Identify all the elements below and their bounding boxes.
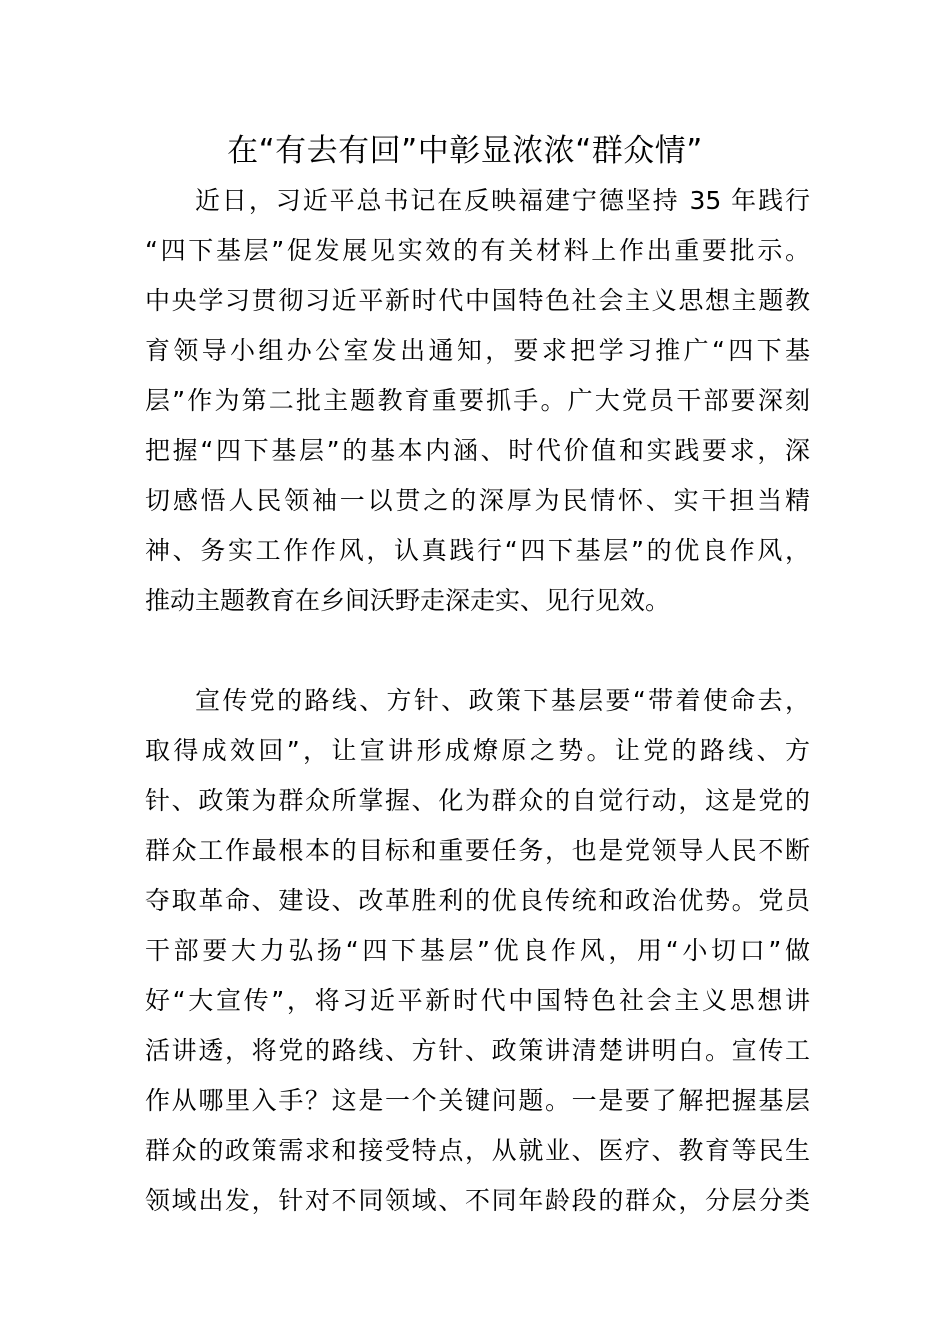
paragraph-1-line-6: 把握“四下基层”的基本内涵、时代价值和实践要求，深: [145, 436, 810, 465]
paragraph-2-line-3: 针、政策为群众所掌握、化为群众的自觉行动，这是党的: [145, 786, 810, 815]
paragraph-1-line-4: 育领导小组办公室发出通知，要求把学习推广“四下基: [145, 336, 810, 365]
paragraph-1-line-7: 切感悟人民领袖一以贯之的深厚为民情怀、实干担当精: [145, 486, 810, 515]
paragraph-1-line-9: 推动主题教育在乡间沃野走深走实、见行见效。: [145, 586, 671, 615]
paragraph-1-line-2: “四下基层”促发展见实效的有关材料上作出重要批示。: [145, 236, 810, 265]
paragraph-2-line-7: 好“大宣传”，将习近平新时代中国特色社会主义思想讲: [145, 986, 810, 1015]
paragraph-1-line-3: 中央学习贯彻习近平新时代中国特色社会主义思想主题教: [145, 286, 810, 315]
paragraph-2-line-1: 宣传党的路线、方针、政策下基层要“带着使命去，: [195, 686, 810, 715]
paragraph-2-line-8: 活讲透，将党的路线、方针、政策讲清楚讲明白。宣传工: [145, 1036, 810, 1065]
paragraph-2-line-2: 取得成效回”，让宣讲形成燎原之势。让党的路线、方: [145, 736, 810, 765]
paragraph-2-line-10: 群众的政策需求和接受特点，从就业、医疗、教育等民生: [145, 1136, 810, 1165]
paragraph-2-line-9: 作从哪里入手？这是一个关键问题。一是要了解把握基层: [145, 1086, 810, 1115]
paragraph-2-line-4: 群众工作最根本的目标和重要任务，也是党领导人民不断: [145, 836, 810, 865]
paragraph-1-line-5: 层”作为第二批主题教育重要抓手。广大党员干部要深刻: [145, 386, 810, 415]
paragraph-1-line-8: 神、务实工作作风，认真践行“四下基层”的优良作风，: [145, 536, 810, 565]
paragraph-2-line-5: 夺取革命、建设、改革胜利的优良传统和政治优势。党员: [145, 886, 810, 915]
paragraph-2-line-11: 领域出发，针对不同领域、不同年龄段的群众，分层分类: [145, 1186, 810, 1215]
paragraph-2-line-6: 干部要大力弘扬“四下基层”优良作风，用“小切口”做: [145, 936, 810, 965]
document-title: 在“有去有回”中彰显浓浓“群众情”: [227, 133, 703, 169]
paragraph-1-line-1: 近日，习近平总书记在反映福建宁德坚持 35 年践行: [195, 186, 810, 215]
